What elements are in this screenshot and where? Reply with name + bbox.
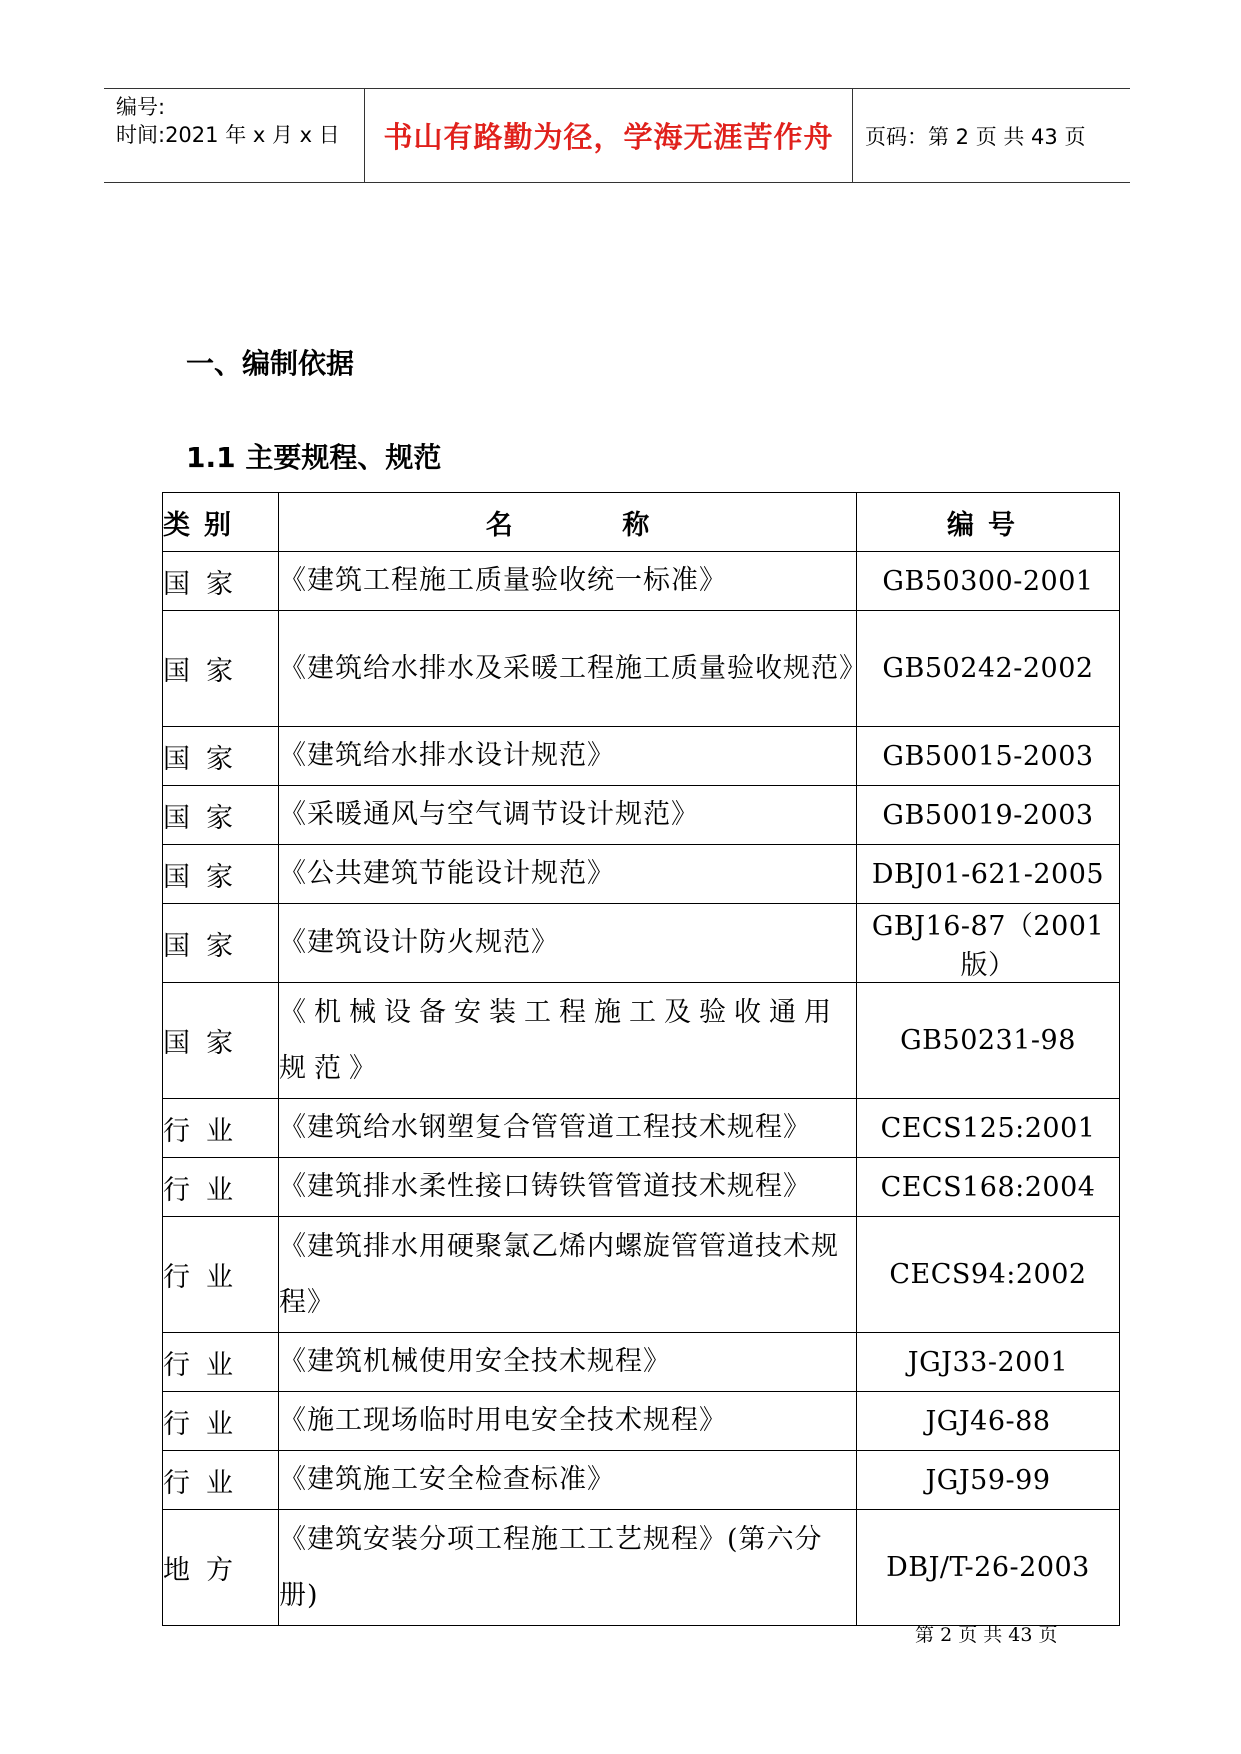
row-name: 《建筑机械使用安全技术规程》 xyxy=(279,1333,857,1392)
page-header xyxy=(104,88,1130,183)
section-title: 一、编制依据 xyxy=(186,347,355,380)
row-category: 行业 xyxy=(163,1217,279,1333)
row-name: 《建筑排水柔性接口铸铁管管道技术规程》 xyxy=(279,1158,857,1217)
table-row xyxy=(163,552,1120,611)
specs-table xyxy=(162,492,1120,1626)
row-name: 《机械设备安装工程施工及验收通用规范》 xyxy=(279,983,857,1099)
table-row xyxy=(163,904,1120,983)
row-category: 国家 xyxy=(163,552,279,611)
row-name: 《施工现场临时用电安全技术规程》 xyxy=(279,1392,857,1451)
row-category: 行业 xyxy=(163,1158,279,1217)
row-code: GB50231-98 xyxy=(857,983,1120,1099)
row-name: 《建筑安装分项工程施工工艺规程》(第六分册) xyxy=(279,1510,857,1626)
header-name: 名 称 xyxy=(279,493,857,552)
table-row xyxy=(163,983,1120,1099)
row-category: 行业 xyxy=(163,1099,279,1158)
table-row xyxy=(163,611,1120,727)
row-code: CECS94:2002 xyxy=(857,1217,1120,1333)
row-category: 行业 xyxy=(163,1451,279,1510)
table-row xyxy=(163,1392,1120,1451)
row-category: 国家 xyxy=(163,611,279,727)
footer-page-number: 第 2 页 共 43 页 xyxy=(915,1624,1058,1646)
row-code: JGJ33-2001 xyxy=(857,1333,1120,1392)
row-code: CECS125:2001 xyxy=(857,1099,1120,1158)
header-page-cell xyxy=(853,89,1130,182)
row-code: DBJ01-621-2005 xyxy=(857,845,1120,904)
row-category: 行业 xyxy=(163,1392,279,1451)
sub-title: 1.1 主要规程、规范 xyxy=(186,441,442,474)
row-name: 《建筑设计防火规范》 xyxy=(279,904,857,983)
table-row xyxy=(163,845,1120,904)
table-row xyxy=(163,786,1120,845)
row-code: DBJ/T-26-2003 xyxy=(857,1510,1120,1626)
motto: 书山有路勤为径，学海无涯苦作舟 xyxy=(383,120,834,154)
row-name: 《公共建筑节能设计规范》 xyxy=(279,845,857,904)
header-category: 类别 xyxy=(163,493,279,552)
row-code: GB50015-2003 xyxy=(857,727,1120,786)
row-name: 《建筑给水排水及采暖工程施工质量验收规范》 xyxy=(279,611,857,727)
row-name: 《建筑给水排水设计规范》 xyxy=(279,727,857,786)
page-footer xyxy=(0,1620,1241,1647)
header-meta xyxy=(104,89,365,182)
header-motto-cell xyxy=(365,89,853,182)
row-name: 《建筑工程施工质量验收统一标准》 xyxy=(279,552,857,611)
row-category: 国家 xyxy=(163,727,279,786)
row-category: 国家 xyxy=(163,786,279,845)
table-row xyxy=(163,727,1120,786)
row-code: JGJ46-88 xyxy=(857,1392,1120,1451)
row-code: CECS168:2004 xyxy=(857,1158,1120,1217)
header-code: 编号 xyxy=(857,493,1120,552)
row-category: 国家 xyxy=(163,983,279,1099)
table-header-row xyxy=(163,493,1120,552)
row-name: 《建筑施工安全检查标准》 xyxy=(279,1451,857,1510)
page-label: 页码：第 2 页 共 43 页 xyxy=(865,124,1086,149)
row-name: 《建筑排水用硬聚氯乙烯内螺旋管管道技术规程》 xyxy=(279,1217,857,1333)
table-row xyxy=(163,1510,1120,1626)
table-row xyxy=(163,1451,1120,1510)
row-code: JGJ59-99 xyxy=(857,1451,1120,1510)
row-code: GBJ16-87（2001版） xyxy=(857,904,1120,983)
number-label: 编号: xyxy=(116,95,166,119)
row-code: GB50019-2003 xyxy=(857,786,1120,845)
table-row xyxy=(163,1099,1120,1158)
row-category: 国家 xyxy=(163,904,279,983)
row-category: 行业 xyxy=(163,1333,279,1392)
row-category: 国家 xyxy=(163,845,279,904)
row-name: 《建筑给水钢塑复合管管道工程技术规程》 xyxy=(279,1099,857,1158)
row-code: GB50242-2002 xyxy=(857,611,1120,727)
row-category: 地方 xyxy=(163,1510,279,1626)
table-row xyxy=(163,1217,1120,1333)
table-row xyxy=(163,1158,1120,1217)
row-code: GB50300-2001 xyxy=(857,552,1120,611)
row-name: 《采暖通风与空气调节设计规范》 xyxy=(279,786,857,845)
time-label: 时间:2021 年 x 月 x 日 xyxy=(116,123,340,147)
table-row xyxy=(163,1333,1120,1392)
